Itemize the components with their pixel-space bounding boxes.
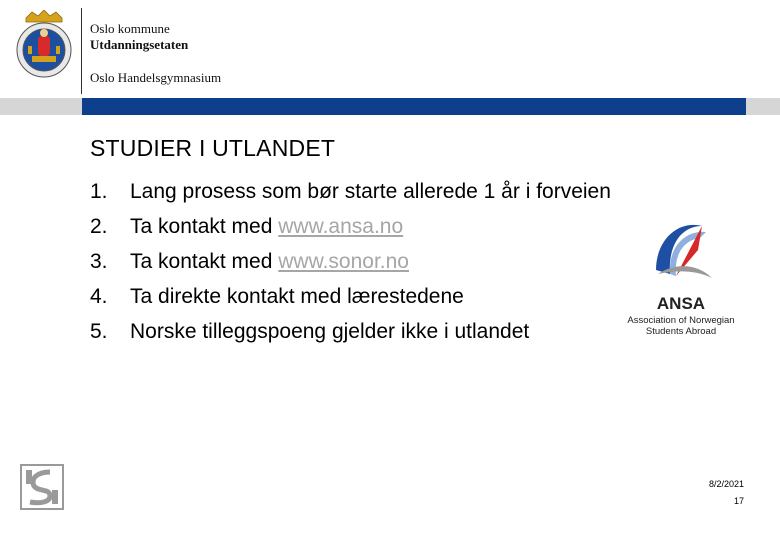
list-number: 2.: [90, 215, 108, 238]
list-text: Ta direkte kontakt med lærestedene: [130, 285, 464, 308]
oslo-city-seal-icon: [14, 10, 74, 80]
ansa-logo-icon: [616, 212, 746, 342]
list-text: Ta kontakt med: [130, 250, 279, 273]
list-item: [90, 213, 611, 248]
org-department: Utdanningsetaten: [90, 37, 189, 52]
ansa-logo-name: ANSA: [656, 294, 706, 313]
sonor-link[interactable]: www.sonor.no: [278, 250, 409, 273]
list-text: Ta kontakt med: [130, 215, 279, 238]
list-item: [90, 318, 611, 353]
slide-date: 8/2/2021: [708, 479, 744, 489]
list-text: Norske tilleggspoeng gjelder ikke i utlandet: [130, 320, 530, 343]
header-band-blue: [82, 98, 746, 115]
page-number: 17: [733, 496, 744, 506]
ansa-link[interactable]: www.ansa.no: [278, 215, 404, 238]
list-item: [90, 283, 611, 318]
slide-title: STUDIER I UTLANDET: [90, 135, 336, 161]
ansa-logo-line2: Students Abroad: [645, 326, 717, 337]
list-number: 3.: [90, 250, 108, 273]
ansa-logo-line1: Association of Norwegian: [627, 315, 735, 326]
school-name: Oslo Handelsgymnasium: [90, 70, 222, 85]
list-number: 4.: [90, 285, 108, 308]
org-name: Oslo kommune: [90, 21, 170, 36]
list-item: [90, 248, 611, 283]
list-item: [90, 178, 611, 213]
header-divider: [81, 8, 82, 94]
list-number: 1.: [90, 180, 108, 203]
numbered-list: [90, 178, 611, 353]
oslo-kommune-logo-icon: [20, 464, 64, 510]
list-text: Lang prosess som bør starte allerede 1 år i forveien: [130, 180, 611, 203]
list-number: 5.: [90, 320, 108, 343]
